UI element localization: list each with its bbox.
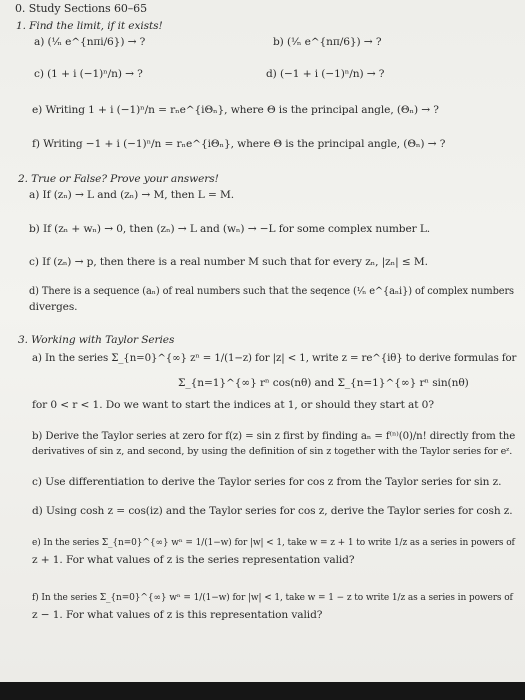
q3-b-line2: derivatives of sin z, and second, by using the definition of sin z together with the Taylor series for eᶻ. — [32, 446, 513, 457]
q3-b-line1: b) Derive the Taylor series at zero for f(z) = sin z first by finding aₙ = f⁽ⁿ⁾(0)/n! directly from the — [32, 431, 516, 442]
q1-d: d) (−1 + i (−1)ⁿ/n) → ? — [266, 68, 385, 80]
q3-f-line2: z − 1. For what values of z is this representation valid? — [32, 609, 323, 621]
q3-a-line3: for 0 < r < 1. Do we want to start the indices at 1, or should they start at 0? — [32, 399, 434, 411]
q1-title: 1. Find the limit, if it exists! — [16, 20, 163, 32]
q2-d-line2: diverges. — [29, 301, 78, 313]
q1-f: f) Writing −1 + i (−1)ⁿ/n = rₙe^{iΘₙ}, where Θ is the principal angle, (Θₙ) → ? — [32, 138, 446, 150]
q3-c: c) Use differentiation to derive the Taylor series for cos z from the Taylor series for sin z. — [32, 476, 502, 488]
q1-e: e) Writing 1 + i (−1)ⁿ/n = rₙe^{iΘₙ}, where Θ is the principal angle, (Θₙ) → ? — [32, 104, 439, 116]
q3-e-line1: e) In the series Σ_{n=0}^{∞} wⁿ = 1/(1−w) for |w| < 1, take w = z + 1 to write 1/z as a series in powers of — [32, 538, 515, 548]
q3-d: d) Using cosh z = cos(iz) and the Taylor series for cos z, derive the Taylor series for cosh z. — [32, 505, 513, 517]
q2-a: a) If (zₙ) → L and (zₙ) → M, then L = M. — [29, 189, 235, 201]
q3-title: 3. Working with Taylor Series — [18, 334, 175, 346]
q2-title: 2. True or False? Prove your answers! — [18, 173, 219, 185]
q3-f-line1: f) In the series Σ_{n=0}^{∞} wⁿ = 1/(1−w) for |w| < 1, take w = 1 − z to write 1/z as a series in powers of — [32, 593, 513, 603]
q2-b: b) If (zₙ + wₙ) → 0, then (zₙ) → L and (wₙ) → −L for some complex number L. — [29, 223, 431, 235]
page-header: 0. Study Sections 60–65 — [15, 2, 147, 15]
q3-a-formulas: Σ_{n=1}^{∞} rⁿ cos(nθ) and Σ_{n=1}^{∞} rⁿ sin(nθ) — [178, 377, 469, 389]
q1-a: a) (¹⁄ₙ e^{nπi/6}) → ? — [34, 36, 146, 48]
q2-d-line1: d) There is a sequence (aₙ) of real numbers such that the seqence (¹⁄ₙ e^{aₙi}) of complex numbers — [29, 286, 514, 297]
q3-a-line1: a) In the series Σ_{n=0}^{∞} zⁿ = 1/(1−z) for |z| < 1, write z = re^{iθ} to derive formulas for — [32, 353, 517, 364]
background-shadow — [0, 682, 525, 700]
q1-b: b) (¹⁄ₙ e^{nπ/6}) → ? — [273, 36, 382, 48]
q2-c: c) If (zₙ) → p, then there is a real number M such that for every zₙ, |zₙ| ≤ M. — [29, 256, 428, 268]
q3-e-line2: z + 1. For what values of z is the series representation valid? — [32, 554, 355, 566]
q1-c: c) (1 + i (−1)ⁿ/n) → ? — [34, 68, 143, 80]
